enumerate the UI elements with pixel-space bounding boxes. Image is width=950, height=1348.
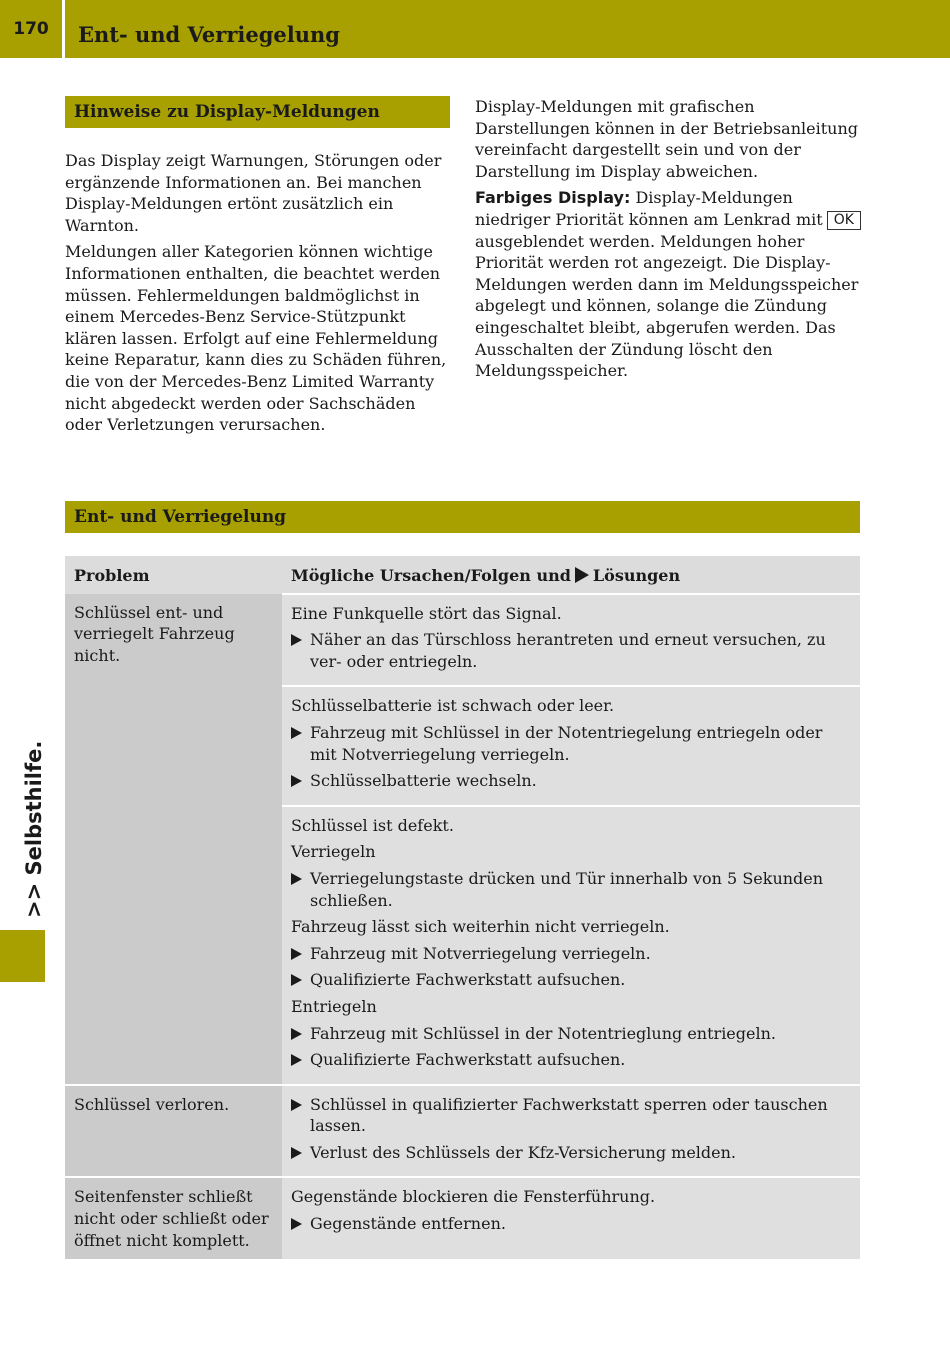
left-column bbox=[65, 150, 451, 441]
text: ausgeblendet werden. Meldungen hoher Priorität werden rot angezeigt. Die Display-Meldungen werden dann im Meldungsspeicher abgelegt und können, solange die Zündung eingeschaltet bleibt, abgerufen werden. Das Ausschalten der Zündung löscht den Meldungsspeicher. bbox=[475, 231, 859, 381]
step-arrow-icon bbox=[291, 1028, 302, 1040]
solution-step: Qualifizierte Fachwerkstatt aufsuchen. bbox=[291, 1049, 851, 1071]
step-arrow-icon bbox=[291, 1054, 302, 1066]
paragraph: Das Display zeigt Warnungen, Störungen oder ergänzende Informationen an. Bei manchen Display-Meldungen ertönt zusätzlich ein Warnton. bbox=[65, 151, 442, 235]
solution-cell bbox=[282, 686, 860, 805]
step-arrow-icon bbox=[291, 775, 302, 787]
cause-text: Schlüssel ist defekt. bbox=[291, 815, 454, 835]
page-title: Ent- und Verriegelung bbox=[78, 22, 340, 47]
page-number: 170 bbox=[13, 19, 49, 39]
table-row bbox=[65, 1085, 860, 1178]
subheading: Entriegeln bbox=[291, 996, 377, 1016]
cause-text: Eine Funkquelle stört das Signal. bbox=[291, 603, 562, 623]
text: Display-Meldungen niedriger Priorität können am Lenkrad mit bbox=[475, 188, 823, 229]
solution-cell bbox=[282, 1177, 860, 1259]
solution-step: Gegenstände entfernen. bbox=[291, 1213, 851, 1235]
paragraph: Meldungen aller Kategorien können wichtige Informationen enthalten, die beachtet werden müssen. Fehlermeldungen baldmöglichst in einem Mercedes-Benz Service-Stützpunkt klären lassen. Erfolgt auf eine Fehlermeldung keine Reparatur, kann dies zu Schäden führen, die von der Mercedes-Benz Limited Warranty nicht abgedeckt werden oder Sachschäden oder Verletzungen verursachen. bbox=[65, 242, 447, 435]
side-tab-marker bbox=[0, 930, 45, 982]
paragraph-colored-display bbox=[475, 187, 861, 381]
solution-cell bbox=[282, 594, 860, 687]
solution-cell bbox=[282, 806, 860, 1085]
side-tab-label: >> Selbsthilfe. bbox=[22, 740, 46, 918]
column-header-problem: Problem bbox=[65, 556, 282, 594]
troubleshooting-table bbox=[65, 556, 860, 1259]
section-heading-locking: Ent- und Verriegelung bbox=[65, 501, 860, 533]
solution-step: Schlüssel in qualifizierter Fachwerkstatt sperren oder tauschen lassen. bbox=[291, 1094, 851, 1137]
table-header-row bbox=[65, 556, 860, 594]
paragraph: Display-Meldungen mit grafischen Darstellungen können in der Betriebsanleitung vereinfacht dargestellt sein und von der Darstellung im Display abweichen. bbox=[475, 97, 858, 181]
header-divider bbox=[62, 0, 65, 58]
cause-text: Fahrzeug lässt sich weiterhin nicht verriegeln. bbox=[291, 917, 670, 937]
problem-cell: Seitenfenster schließt nicht oder schließt oder öffnet nicht komplett. bbox=[65, 1177, 282, 1259]
problem-cell: Schlüssel verloren. bbox=[65, 1085, 282, 1178]
step-arrow-icon bbox=[291, 1147, 302, 1159]
solution-step: Verlust des Schlüssels der Kfz-Versicherung melden. bbox=[291, 1142, 851, 1164]
solution-cell bbox=[282, 1085, 860, 1178]
solution-step: Näher an das Türschloss herantreten und erneut versuchen, zu ver- oder entriegeln. bbox=[291, 629, 851, 672]
solution-step: Fahrzeug mit Schlüssel in der Notentrieglung entriegeln. bbox=[291, 1023, 851, 1045]
ok-key-icon: OK bbox=[827, 211, 861, 230]
solution-step: Qualifizierte Fachwerkstatt aufsuchen. bbox=[291, 969, 851, 991]
step-arrow-icon bbox=[291, 727, 302, 739]
step-arrow-icon bbox=[291, 1099, 302, 1111]
step-arrow-icon bbox=[291, 1218, 302, 1230]
step-arrow-icon bbox=[291, 873, 302, 885]
right-column bbox=[475, 96, 861, 387]
solution-step: Fahrzeug mit Notverriegelung verriegeln. bbox=[291, 943, 851, 965]
table-row bbox=[65, 594, 860, 687]
section-heading-display-messages: Hinweise zu Display-Meldungen bbox=[65, 96, 450, 128]
subheading: Verriegeln bbox=[291, 842, 376, 862]
step-arrow-icon bbox=[291, 948, 302, 960]
solution-step: Fahrzeug mit Schlüssel in der Notentriegelung entriegeln oder mit Notverriegelung verriegeln. bbox=[291, 722, 851, 765]
problem-cell: Schlüssel ent- und verriegelt Fahrzeug nicht. bbox=[65, 594, 282, 1085]
solution-step: Verriegelungstaste drücken und Tür innerhalb von 5 Sekunden schließen. bbox=[291, 868, 851, 911]
step-arrow-icon bbox=[291, 974, 302, 986]
cause-text: Gegenstände blockieren die Fensterführung. bbox=[291, 1187, 656, 1207]
play-arrow-icon bbox=[575, 567, 589, 583]
step-arrow-icon bbox=[291, 634, 302, 646]
column-header-causes: Mögliche Ursachen/Folgen und Lösungen bbox=[282, 556, 860, 594]
solution-step: Schlüsselbatterie wechseln. bbox=[291, 770, 851, 792]
table-row bbox=[65, 1177, 860, 1259]
cause-text: Schlüsselbatterie ist schwach oder leer. bbox=[291, 696, 615, 716]
bold-label: Farbiges Display: bbox=[475, 188, 631, 208]
